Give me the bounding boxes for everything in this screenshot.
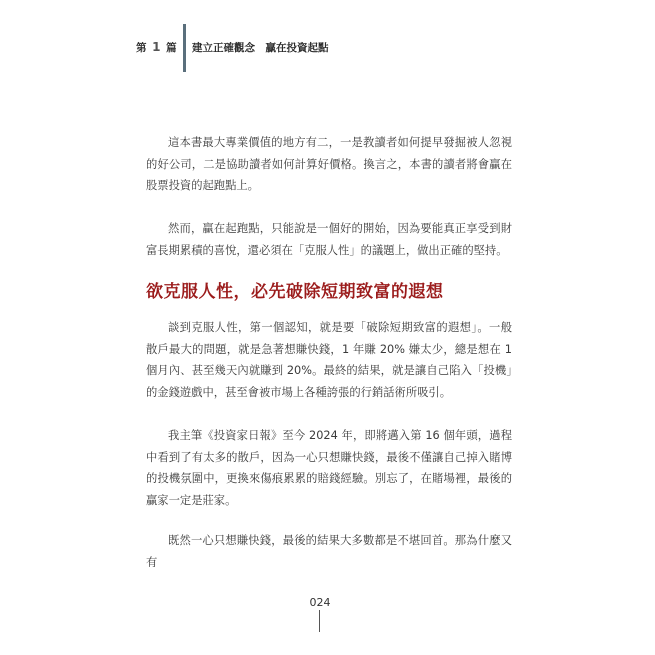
section-heading: 欲克服人性，必先破除短期致富的遐想 (146, 282, 444, 302)
footer-divider (319, 610, 320, 632)
paragraph-3-text: 談到克服人性，第一個認知，就是要「破除短期致富的遐想」。一般散戶最大的問題，就是急著想賺快錢，1 年賺 20% 嫌太少，總是想在 1 個月內、甚至幾天內就賺到 20%。最終的結果，就是讓自己陷入「投機」的金錢遊戲中，甚至會被市場上各種誇張的行銷話術所吸引。 (146, 321, 512, 399)
part-suffix: 篇 (166, 42, 177, 54)
part-prefix: 第 (136, 42, 147, 54)
part-number: 1 (152, 40, 161, 54)
paragraph-1-text: 這本書最大專業價值的地方有二，一是教讀者如何提早發掘被人忽視的好公司，二是協助讀者如何計算好價格。換言之，本書的讀者將會贏在股票投資的起跑點上。 (146, 136, 512, 192)
paragraph-5-text: 既然一心只想賺快錢，最後的結果大多數都是不堪回首。那為什麼又有 (146, 534, 512, 569)
paragraph-3 (146, 317, 512, 403)
paragraph-5 (146, 530, 512, 573)
paragraph-4-text: 我主筆《投資家日報》至今 2024 年，即將邁入第 16 個年頭，過程中看到了有太多的散戶，因為一心只想賺快錢，最後不僅讓自己掉入賭博的投機氛圍中，更換來傷痕累累的賠錢經驗。別忘了，在賭場裡，最後的贏家一定是莊家。 (146, 429, 512, 507)
paragraph-2 (146, 218, 512, 261)
paragraph-1 (146, 132, 512, 197)
running-header (136, 40, 329, 55)
paragraph-4 (146, 425, 512, 511)
chapter-title: 建立正確觀念 贏在投資起點 (192, 42, 329, 54)
header-accent-bar (183, 24, 186, 72)
paragraph-2-text: 然而，贏在起跑點，只能說是一個好的開始，因為要能真正享受到財富長期累積的喜悅，還必須在「克服人性」的議題上，做出正確的堅持。 (146, 222, 512, 257)
page-number: 024 (309, 596, 331, 609)
part-label (136, 40, 177, 55)
